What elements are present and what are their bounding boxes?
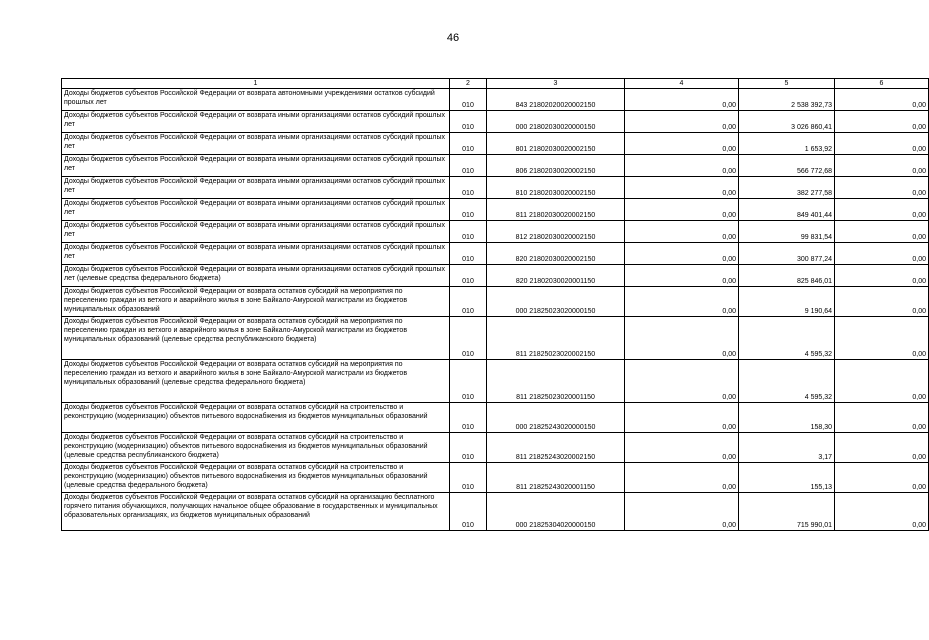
table-row bbox=[62, 287, 929, 317]
row-line-code: 010 bbox=[450, 360, 487, 403]
row-description: Доходы бюджетов субъектов Российской Федерации от возврата иными организациями остатков субсидий прошлых лет bbox=[62, 221, 450, 243]
row-value-col4: 0,00 bbox=[625, 433, 739, 463]
row-line-code: 010 bbox=[450, 155, 487, 177]
row-value-col4: 0,00 bbox=[625, 243, 739, 265]
row-value-col5: 849 401,44 bbox=[739, 199, 835, 221]
row-value-col5: 3,17 bbox=[739, 433, 835, 463]
row-budget-code: 820 21802030020001150 bbox=[487, 265, 625, 287]
row-value-col4: 0,00 bbox=[625, 287, 739, 317]
row-value-col5: 715 990,01 bbox=[739, 493, 835, 531]
header-col-5: 5 bbox=[739, 79, 835, 89]
row-description: Доходы бюджетов субъектов Российской Федерации от возврата остатков субсидий на мероприятия по переселению граждан из ветхого и аварийного жилья в зоне Байкало-Амурской магистрали из бюджетов муниципальных образований (целевые средства республиканского бюджета) bbox=[62, 317, 450, 360]
row-value-col6: 0,00 bbox=[835, 221, 929, 243]
row-line-code: 010 bbox=[450, 243, 487, 265]
row-value-col6: 0,00 bbox=[835, 89, 929, 111]
row-value-col6: 0,00 bbox=[835, 243, 929, 265]
row-value-col5: 566 772,68 bbox=[739, 155, 835, 177]
row-value-col6: 0,00 bbox=[835, 177, 929, 199]
row-value-col4: 0,00 bbox=[625, 317, 739, 360]
table-row bbox=[62, 433, 929, 463]
row-value-col4: 0,00 bbox=[625, 133, 739, 155]
row-value-col5: 300 877,24 bbox=[739, 243, 835, 265]
row-value-col4: 0,00 bbox=[625, 155, 739, 177]
table-row bbox=[62, 403, 929, 433]
row-value-col6: 0,00 bbox=[835, 265, 929, 287]
row-line-code: 010 bbox=[450, 265, 487, 287]
row-budget-code: 806 21802030020002150 bbox=[487, 155, 625, 177]
row-value-col4: 0,00 bbox=[625, 403, 739, 433]
row-description: Доходы бюджетов субъектов Российской Федерации от возврата иными организациями остатков субсидий прошлых лет bbox=[62, 177, 450, 199]
row-description: Доходы бюджетов субъектов Российской Федерации от возврата автономными учреждениями остатков субсидий прошлых лет bbox=[62, 89, 450, 111]
header-col-2: 2 bbox=[450, 79, 487, 89]
row-value-col4: 0,00 bbox=[625, 111, 739, 133]
row-line-code: 010 bbox=[450, 317, 487, 360]
row-value-col5: 158,30 bbox=[739, 403, 835, 433]
row-value-col4: 0,00 bbox=[625, 265, 739, 287]
row-budget-code: 843 21802020020002150 bbox=[487, 89, 625, 111]
row-description: Доходы бюджетов субъектов Российской Федерации от возврата остатков субсидий на организацию бесплатного горячего питания обучающихся, получающих начальное общее образование в государственных и муниципальных образовательных организациях, из бюджетов муниципальных образований bbox=[62, 493, 450, 531]
budget-table bbox=[61, 78, 929, 531]
row-line-code: 010 bbox=[450, 89, 487, 111]
row-value-col5: 382 277,58 bbox=[739, 177, 835, 199]
row-budget-code: 811 21825243020002150 bbox=[487, 433, 625, 463]
row-budget-code: 810 21802030020002150 bbox=[487, 177, 625, 199]
row-line-code: 010 bbox=[450, 177, 487, 199]
row-value-col5: 2 538 392,73 bbox=[739, 89, 835, 111]
table-row bbox=[62, 221, 929, 243]
row-line-code: 010 bbox=[450, 433, 487, 463]
row-budget-code: 000 21825243020000150 bbox=[487, 403, 625, 433]
row-budget-code: 000 21825304020000150 bbox=[487, 493, 625, 531]
table-row bbox=[62, 493, 929, 531]
row-value-col6: 0,00 bbox=[835, 433, 929, 463]
table-body bbox=[62, 89, 929, 531]
row-value-col5: 3 026 860,41 bbox=[739, 111, 835, 133]
row-value-col4: 0,00 bbox=[625, 89, 739, 111]
row-budget-code: 820 21802030020002150 bbox=[487, 243, 625, 265]
row-description: Доходы бюджетов субъектов Российской Федерации от возврата остатков субсидий на мероприятия по переселению граждан из ветхого и аварийного жилья в зоне Байкало-Амурской магистрали из бюджетов муниципальных образований bbox=[62, 287, 450, 317]
row-line-code: 010 bbox=[450, 403, 487, 433]
table-row bbox=[62, 111, 929, 133]
row-budget-code: 000 21802030020000150 bbox=[487, 111, 625, 133]
row-line-code: 010 bbox=[450, 221, 487, 243]
table-row bbox=[62, 463, 929, 493]
row-line-code: 010 bbox=[450, 287, 487, 317]
table-row bbox=[62, 177, 929, 199]
row-line-code: 010 bbox=[450, 463, 487, 493]
row-value-col6: 0,00 bbox=[835, 403, 929, 433]
row-value-col6: 0,00 bbox=[835, 463, 929, 493]
header-col-1: 1 bbox=[62, 79, 450, 89]
table-row bbox=[62, 155, 929, 177]
header-col-4: 4 bbox=[625, 79, 739, 89]
row-value-col6: 0,00 bbox=[835, 493, 929, 531]
row-value-col4: 0,00 bbox=[625, 221, 739, 243]
table-row bbox=[62, 243, 929, 265]
row-value-col6: 0,00 bbox=[835, 287, 929, 317]
row-line-code: 010 bbox=[450, 133, 487, 155]
table-row bbox=[62, 317, 929, 360]
row-description: Доходы бюджетов субъектов Российской Федерации от возврата иными организациями остатков субсидий прошлых лет (целевые средства федерального бюджета) bbox=[62, 265, 450, 287]
row-value-col4: 0,00 bbox=[625, 199, 739, 221]
row-value-col6: 0,00 bbox=[835, 199, 929, 221]
row-value-col5: 4 595,32 bbox=[739, 317, 835, 360]
row-description: Доходы бюджетов субъектов Российской Федерации от возврата остатков субсидий на строительство и реконструкцию (модернизацию) объектов питьевого водоснабжения из бюджетов муниципальных образований bbox=[62, 403, 450, 433]
row-value-col5: 1 653,92 bbox=[739, 133, 835, 155]
row-description: Доходы бюджетов субъектов Российской Федерации от возврата иными организациями остатков субсидий прошлых лет bbox=[62, 243, 450, 265]
row-budget-code: 811 21825023020002150 bbox=[487, 317, 625, 360]
row-budget-code: 000 21825023020000150 bbox=[487, 287, 625, 317]
row-budget-code: 811 21825243020001150 bbox=[487, 463, 625, 493]
row-value-col4: 0,00 bbox=[625, 463, 739, 493]
row-description: Доходы бюджетов субъектов Российской Федерации от возврата иными организациями остатков субсидий прошлых лет bbox=[62, 199, 450, 221]
row-value-col4: 0,00 bbox=[625, 360, 739, 403]
table-row bbox=[62, 360, 929, 403]
table-row bbox=[62, 89, 929, 111]
row-value-col6: 0,00 bbox=[835, 155, 929, 177]
row-description: Доходы бюджетов субъектов Российской Федерации от возврата остатков субсидий на строительство и реконструкцию (модернизацию) объектов питьевого водоснабжения из бюджетов муниципальных образований (целевые средства федерального бюджета) bbox=[62, 463, 450, 493]
row-budget-code: 812 21802030020002150 bbox=[487, 221, 625, 243]
table-row bbox=[62, 133, 929, 155]
row-line-code: 010 bbox=[450, 111, 487, 133]
page-number: 46 bbox=[446, 32, 460, 44]
header-col-6: 6 bbox=[835, 79, 929, 89]
header-row bbox=[62, 79, 929, 89]
row-description: Доходы бюджетов субъектов Российской Федерации от возврата иными организациями остатков субсидий прошлых лет bbox=[62, 111, 450, 133]
row-line-code: 010 bbox=[450, 199, 487, 221]
row-value-col5: 9 190,64 bbox=[739, 287, 835, 317]
row-value-col5: 99 831,54 bbox=[739, 221, 835, 243]
row-value-col4: 0,00 bbox=[625, 177, 739, 199]
row-value-col4: 0,00 bbox=[625, 493, 739, 531]
row-value-col6: 0,00 bbox=[835, 360, 929, 403]
row-value-col5: 825 846,01 bbox=[739, 265, 835, 287]
row-description: Доходы бюджетов субъектов Российской Федерации от возврата иными организациями остатков субсидий прошлых лет bbox=[62, 155, 450, 177]
row-value-col5: 155,13 bbox=[739, 463, 835, 493]
row-value-col6: 0,00 bbox=[835, 317, 929, 360]
table-row bbox=[62, 265, 929, 287]
row-description: Доходы бюджетов субъектов Российской Федерации от возврата остатков субсидий на строительство и реконструкцию (модернизацию) объектов питьевого водоснабжения из бюджетов муниципальных образований (целевые средства республиканского бюджета) bbox=[62, 433, 450, 463]
row-value-col6: 0,00 bbox=[835, 133, 929, 155]
row-value-col6: 0,00 bbox=[835, 111, 929, 133]
header-col-3: 3 bbox=[487, 79, 625, 89]
row-budget-code: 811 21802030020002150 bbox=[487, 199, 625, 221]
row-budget-code: 801 21802030020002150 bbox=[487, 133, 625, 155]
row-description: Доходы бюджетов субъектов Российской Федерации от возврата остатков субсидий на мероприятия по переселению граждан из ветхого и аварийного жилья в зоне Байкало-Амурской магистрали из бюджетов муниципальных образований (целевые средства федерального бюджета) bbox=[62, 360, 450, 403]
table-row bbox=[62, 199, 929, 221]
row-budget-code: 811 21825023020001150 bbox=[487, 360, 625, 403]
row-line-code: 010 bbox=[450, 493, 487, 531]
row-description: Доходы бюджетов субъектов Российской Федерации от возврата иными организациями остатков субсидий прошлых лет bbox=[62, 133, 450, 155]
row-value-col5: 4 595,32 bbox=[739, 360, 835, 403]
